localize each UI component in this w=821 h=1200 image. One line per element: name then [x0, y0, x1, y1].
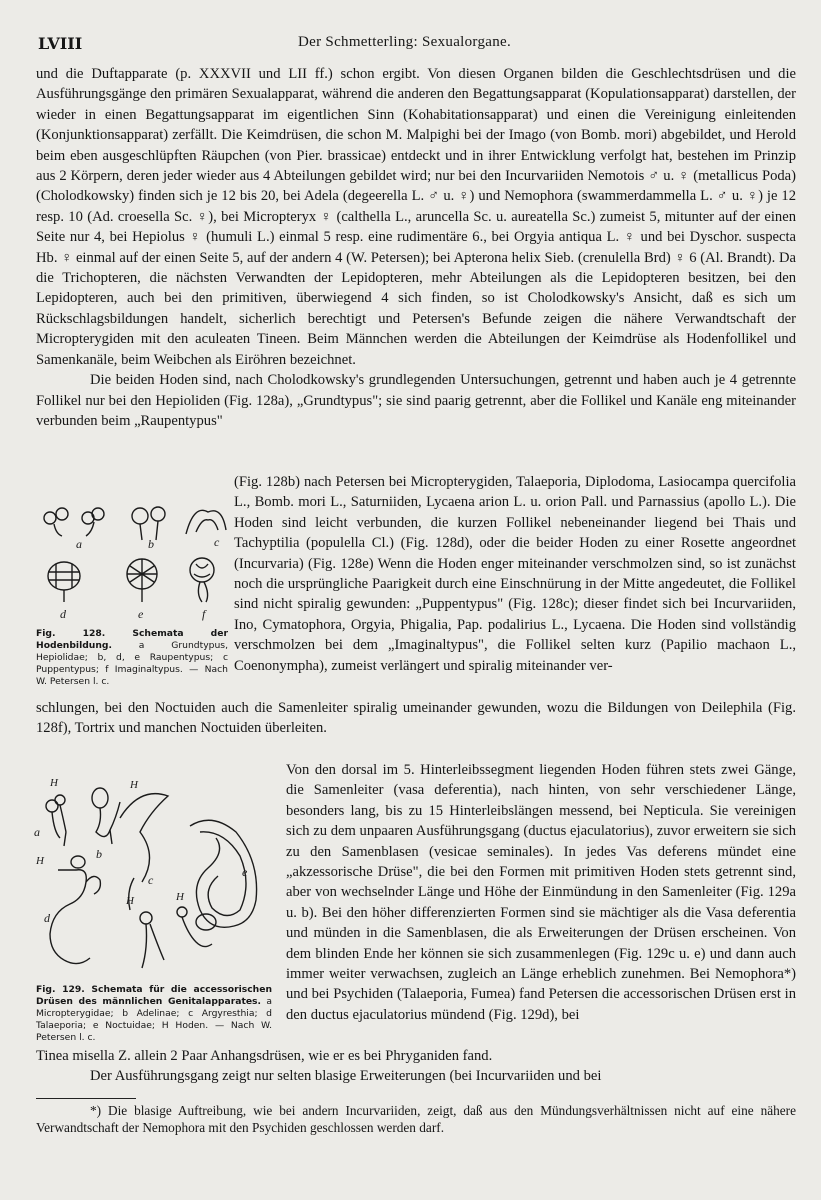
fig128-label-d: d [60, 607, 66, 621]
fig128-schema-f [190, 558, 214, 602]
fig128-label-e: e [138, 607, 144, 621]
fig129-label-d: d [44, 911, 50, 925]
fig129-label-a: a [34, 825, 40, 839]
body-text-mid [36, 698, 796, 739]
footnote-rule [36, 1098, 136, 1099]
fig129-schema-d [50, 856, 100, 964]
fig128-schema-b [132, 507, 165, 540]
fig129-label-e: e [242, 865, 248, 879]
running-head: Der Schmetterling: Sexualorgane. [298, 34, 512, 50]
fig129-label-h1: H [50, 777, 58, 789]
fig128-label-f: f [202, 607, 206, 621]
fig129-label-h3: H [36, 855, 44, 867]
figure-128-caption-title: Fig. 128. Schemata der Hodenbildung. [36, 628, 228, 651]
fig128-schema-a [44, 508, 104, 536]
figure-129-caption [36, 984, 272, 1044]
figure-129-caption-text: a Micropterygidae; b Adelinae; c Argyresthia; d Talaeporia; e Noctuidae; H Hoden. — Nach W. Petersen l. c. [36, 996, 273, 1043]
fig128-label-c: c [214, 535, 220, 549]
figure-129-caption-title: Fig. 129. Schemata für die accessorischen Drüsen des männlichen Genitalapparates. [36, 984, 272, 1007]
fig128-schema-e [127, 559, 157, 602]
page-header [38, 34, 798, 56]
fig129-schema-h-centre [140, 907, 212, 968]
fig129-label-c: c [148, 873, 154, 887]
fig128-label-a: a [76, 537, 82, 551]
page-number: LVIII [38, 34, 83, 53]
fig128-schema-d [48, 562, 80, 602]
body-text-bottom [36, 1046, 796, 1087]
fig129-schema-a [46, 795, 66, 846]
fig129-label-h2: H [130, 779, 138, 791]
body-text-top [36, 64, 796, 431]
fig128-label-b: b [148, 537, 154, 551]
body-text-beside-fig128 [234, 472, 796, 676]
footnote: *) Die blasige Auftreibung, wie bei andern Incurvariiden, zeigt, daß aus den Mündungsverhältnissen nicht auf eine nähere Verwandtschaft der Nemophora mit den Psychiden geschlossen werden darf. [36, 1103, 796, 1135]
fig129-label-b: b [96, 847, 102, 861]
figure-129-drawing [30, 772, 278, 984]
fig129-label-h5: H [176, 891, 184, 903]
paragraph-hodentypen: (Fig. 128b) nach Petersen bei Micropterygiden, Talaeporia, Diplodoma, Lasiocampa quercifolia L., Bomb. mori L., Saturniiden, Lycaena arion L. u. orion Pall. und Parnassius (apollo L.). Die Hoden sind leicht verbunden, die kurzen Follikel nebeneinander liegend bei Thais und Tachyptilia (populella Cl.) (Fig. 128d), oder die beider Hoden zu einer Rosette angeordnet (Incurvaria) (Fig. 128e) Wenn die Hoden enger miteinander verschmolzen sind, so ist zunächst noch die ursprüngliche Paarigkeit durch eine Einschnürung in der Mitte angedeutet, die Follikel sind nicht spiralig gewunden: „Puppentypus" (Fig. 128c); dieser findet sich bei Incurvariiden, Ino, Cymatophora, Orgyia, Phigalia, Pap. podalirius L., Lycaena. Die Hoden sind vollständig verschmolzen bei dem „Imaginaltypus", die Follikel selten kurz (Papilio machaon L., Coenonympha), zumeist verlängert und spiralig miteinander ver- [234, 474, 796, 674]
paragraph-samenleiter: Von den dorsal im 5. Hinterleibssegment liegenden Hoden führen stets zwei Gänge, die Samenleiter (vasa deferentia), nach hinten, von sehr verschiedener Länge, besonders lang, bis zu 15 Hinterleibslängen messend, bei Nepticula. Sie vereinigen sich zu dem unpaaren Ausführungsgang (ductus ejaculatorius), zuvor erweitern sie sich zu den Samenblasen (vesicae seminales). In jedes Vas deferens mündet eine „akzessorische Drüse", die bei den Formen mit primitiven Hoden stets getrennt sind, aber von wechselnder Länge und Höhe der Einmündung in den Samenleiter (Fig. 129a u. b). Bei den höher differenzierten Formen sind sie mächtiger als die Vasa deferentia und münden in die Samenblasen, die als Erweiterungen der Drüsen erscheinen. Von dem blinden Ende her können sie sich zusammenlegen (Fig. 129c u. e) und dann auch immer weiter verwachsen, zugleich an Länge erheblich zunehmen. Bei Nemophora*) und bei Psychiden (Talaeporia, Fumea) fand Petersen die accessorischen Drüsen erst in den ductus ejaculatorius mündend (Fig. 129d), bei [286, 762, 796, 1023]
fig128-schema-c [186, 510, 226, 534]
fig129-schema-b [92, 788, 120, 844]
figure-128-caption [36, 628, 228, 688]
fig129-label-h4: H [126, 895, 134, 907]
figure-129 [30, 772, 278, 984]
figure-128-caption-text: a Grundtypus, Hepiolidae; b, d, e Raupentypus; c Puppentypus; f Imaginaltypus. — Nach W. Petersen l. c. [36, 640, 229, 687]
paragraph-ausfuehrungsgang: Der Ausführungsgang zeigt nur selten blasige Erweiterungen (bei Incurvariiden und bei [90, 1068, 602, 1085]
figure-128-drawing [36, 490, 228, 630]
paragraph-keimdruesen: und die Duftapparate (p. XXXVII und LII ff.) schon ergibt. Von diesen Organen bilden die Geschlechtsdrüsen und die Ausführungsgänge den primären Sexualapparat, während die anderen den Begattungsapparat (Kopulationsapparat) darstellen, der wieder in einen Begattungsapparat im eigentlichen Sinn (Kohabitationsapparat) und einen die Vereinigung einleitenden (Konjunktionsapparat) zerfällt. Die Keimdrüsen, die schon M. Malpighi bei der Imago (von Bomb. mori) abgebildet, und Herold beim eben ausgeschlüpften Räupchen (von Pier. brassicae) entdeckt und in ihrer Entwicklung verfolgt hat, bestehen im Prinzip aus 2 Körpern, deren jeder wieder aus 4 Abteilungen gebildet wird; nur bei den Incurvariiden Nemotois ♂ u. ♀ (metallicus Poda) (Cholodkowsky) finden sich je 12 bis 20, bei Adela (degeerella L. ♂ u. ♀) und Nemophora (swammerdammella L. ♂ u. ♀) je 12 resp. 10 (Ad. croesella Sc. ♀), bei Micropteryx ♀ (calthella L., aruncella Sc. u. aureatella Sc.) zumeist 5, mitunter auf der einen Seite nur 4, bei Hepiolus ♀ (humuli L.) einmal 5 resp. eine rudimentäre 6., bei Orgyia antiqua L. ♀ und bei Dyschor. suspecta Hb. ♀ einmal auf der einen Seite 5, auf der andern 4 (W. Petersen); bei Apterona helix Sieb. (crenulella Brd) ♀ 6 (Al. Brandt). Da die Trichopteren, die nächsten Verwandten der Lepidopteren, mehr Abteilungen als die Lepidopteren besitzen, bei den Lepidopteren, auch bei den primitiven, überwiegend 4 sich finden, so ist Cholodkowsky's Ansicht, daß es sich um Rückschlagsbildungen handelt, sicherlich berechtigt und Petersen's Befunde zeigen die nähere Verwandtschaft der Micropterygiden mit den aculeaten Tineen. Beim Männchen werden die Abteilungen der Keimdrüse als Hodenfollikel und Samenkanäle, beim Weibchen als Eiröhren bezeichnet. [36, 66, 796, 368]
body-text-beside-fig129 [286, 760, 796, 1025]
paragraph-tinea: Tinea misella Z. allein 2 Paar Anhangsdrüsen, wie er es bei Phryganiden fand. [36, 1048, 493, 1064]
paragraph-hodentypen-end: schlungen, bei den Noctuiden auch die Samenleiter spiralig umeinander gewunden, wozu die Bildungen von Deilephila (Fig. 128f), Tortrix und manchen Noctuiden überleiten. [36, 700, 796, 737]
fig129-schema-c [120, 794, 168, 910]
paragraph-hoden-intro: Die beiden Hoden sind, nach Cholodkowsky's grundlegenden Untersuchungen, getrennt und haben auch je 4 getrennte Follikel nur bei den Hepioliden (Fig. 128a), „Grundtypus"; sie sind paarig getrennt, aber die Follikel und Kanäle eng miteinander verbunden beim „Raupentypus" [36, 372, 796, 429]
